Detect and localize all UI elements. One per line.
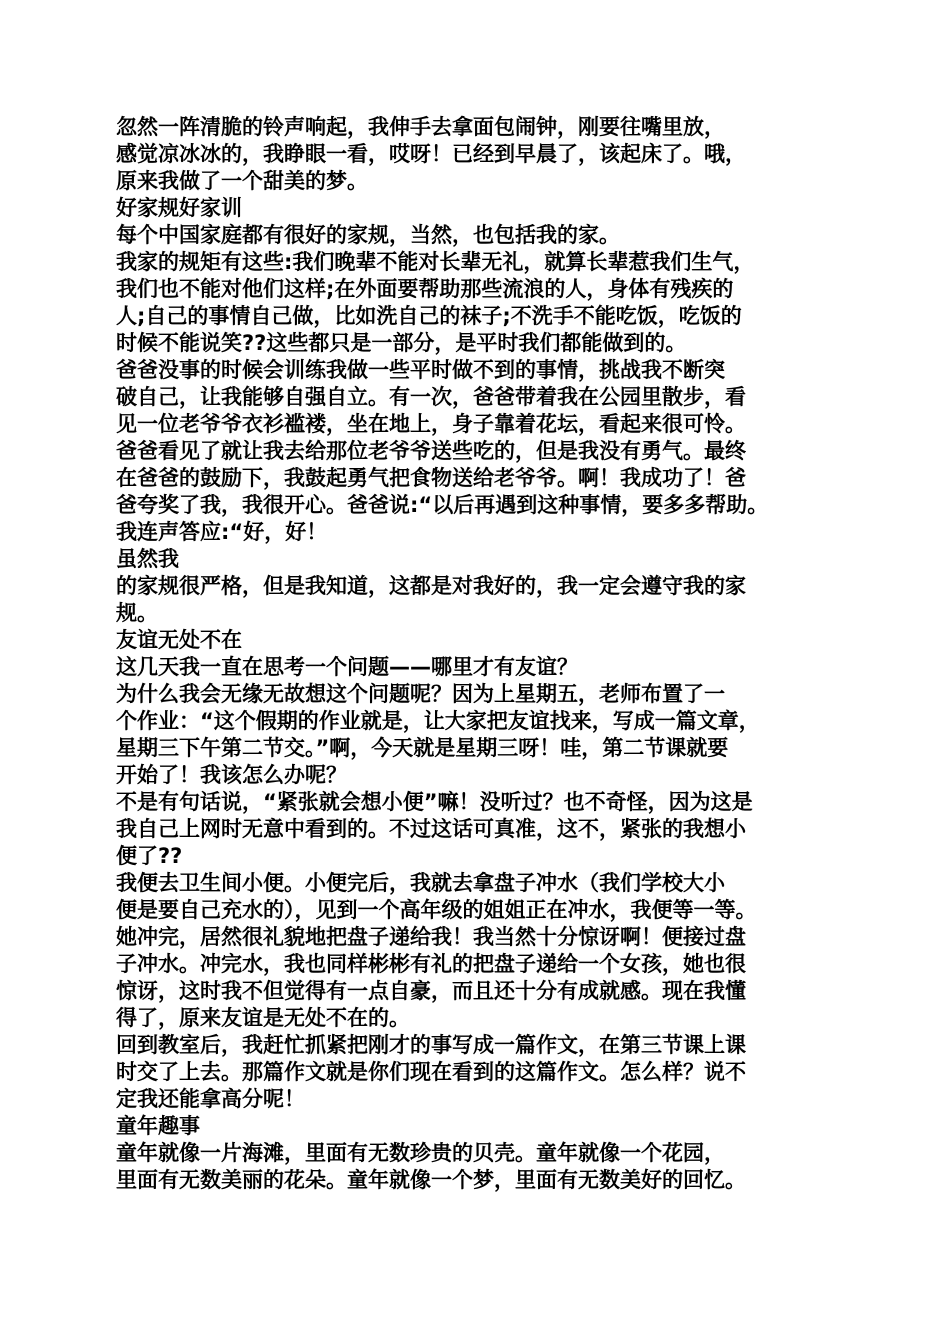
text-line: 原来我做了一个甜美的梦。: [116, 169, 368, 193]
text-line: 时交了上去。那篇作文就是你们现在看到的这篇作文。怎么样？说不: [116, 1060, 746, 1084]
text-line: 便是要自己充水的），见到一个高年级的姐姐正在冲水，我便等一等。: [116, 898, 757, 922]
text-line: 为什么我会无缘无故想这个问题呢？因为上星期五，老师布置了一: [116, 682, 725, 706]
text-line: 个作业：“这个假期的作业就是，让大家把友谊找来，写成一篇文章，: [116, 709, 760, 733]
text-line: 我便去卫生间小便。小便完后，我就去拿盘子冲水（我们学校大小: [116, 871, 725, 895]
text-line: 爸爸看见了就让我去给那位老爷爷送些吃的，但是我没有勇气。最终: [116, 439, 746, 463]
text-line: 星期三下午第二节交。”啊，今天就是星期三呀！哇，第二节课就要: [116, 736, 729, 760]
text-line: 子冲水。冲完水，我也同样彬彬有礼的把盘子递给一个女孩，她也很: [116, 952, 746, 976]
text-line: 童年就像一片海滩，里面有无数珍贵的贝壳。童年就像一个花园，: [116, 1141, 725, 1165]
text-line: 见一位老爷爷衣衫褴褛，坐在地上，身子靠着花坛，看起来很可怜。: [116, 412, 746, 436]
text-line: 这几天我一直在思考一个问题——哪里才有友谊？: [116, 655, 578, 679]
text-line: 我们也不能对他们这样;在外面要帮助那些流浪的人，身体有残疾的: [116, 277, 734, 301]
text-line: 每个中国家庭都有很好的家规，当然，也包括我的家。: [116, 223, 620, 247]
text-line: 便了??: [116, 844, 183, 868]
text-line: 她冲完，居然很礼貌地把盘子递给我！我当然十分惊讶啊！便接过盘: [116, 925, 746, 949]
text-line: 的家规很严格，但是我知道，这都是对我好的，我一定会遵守我的家: [116, 574, 746, 598]
text-line: 回到教室后，我赶忙抓紧把刚才的事写成一篇作文，在第三节课上课: [116, 1033, 746, 1057]
text-line: 定我还能拿高分呢！: [116, 1087, 305, 1111]
document-body: [116, 114, 840, 1194]
text-line: 惊讶，这时我不但觉得有一点自豪，而且还十分有成就感。现在我懂: [116, 979, 746, 1003]
section-heading: 好家规好家训: [116, 196, 242, 220]
text-line: 破自己，让我能够自强自立。有一次，爸爸带着我在公园里散步，看: [116, 385, 746, 409]
text-line: 忽然一阵清脆的铃声响起，我伸手去拿面包闹钟，刚要往嘴里放，: [116, 115, 725, 139]
text-line: 开始了！我该怎么办呢？: [116, 763, 347, 787]
text-line: 时候不能说笑??这些都只是一部分，是平时我们都能做到的。: [116, 331, 687, 355]
text-line: 虽然我: [116, 547, 179, 571]
text-line: 爸爸没事的时候会训练我做一些平时做不到的事情，挑战我不断突: [116, 358, 725, 382]
section-heading: 童年趣事: [116, 1114, 200, 1138]
section-heading: 友谊无处不在: [116, 628, 242, 652]
text-line: 在爸爸的鼓励下，我鼓起勇气把食物送给老爷爷。啊！我成功了！爸: [116, 466, 746, 490]
text-line: 感觉凉冰冰的，我睁眼一看，哎呀！已经到早晨了，该起床了。哦，: [116, 142, 746, 166]
text-line: 我家的规矩有这些:我们晚辈不能对长辈无礼，就算长辈惹我们生气，: [116, 250, 755, 274]
text-line: 得了，原来友谊是无处不在的。: [116, 1006, 410, 1030]
text-line: 不是有句话说，“紧张就会想小便”嘛！没听过？也不奇怪，因为这是: [116, 790, 753, 814]
text-line: 里面有无数美丽的花朵。童年就像一个梦，里面有无数美好的回忆。: [116, 1168, 746, 1192]
text-line: 规。: [116, 601, 158, 625]
text-line: 我连声答应:“好，好！: [116, 520, 328, 544]
text-line: 爸夸奖了我，我很开心。爸爸说:“以后再遇到这种事情，要多多帮助。: [116, 493, 769, 517]
text-line: 我自己上网时无意中看到的。不过这话可真准，这不，紧张的我想小: [116, 817, 746, 841]
text-line: 人;自己的事情自己做，比如洗自己的袜子;不洗手不能吃饭，吃饭的: [116, 304, 742, 328]
